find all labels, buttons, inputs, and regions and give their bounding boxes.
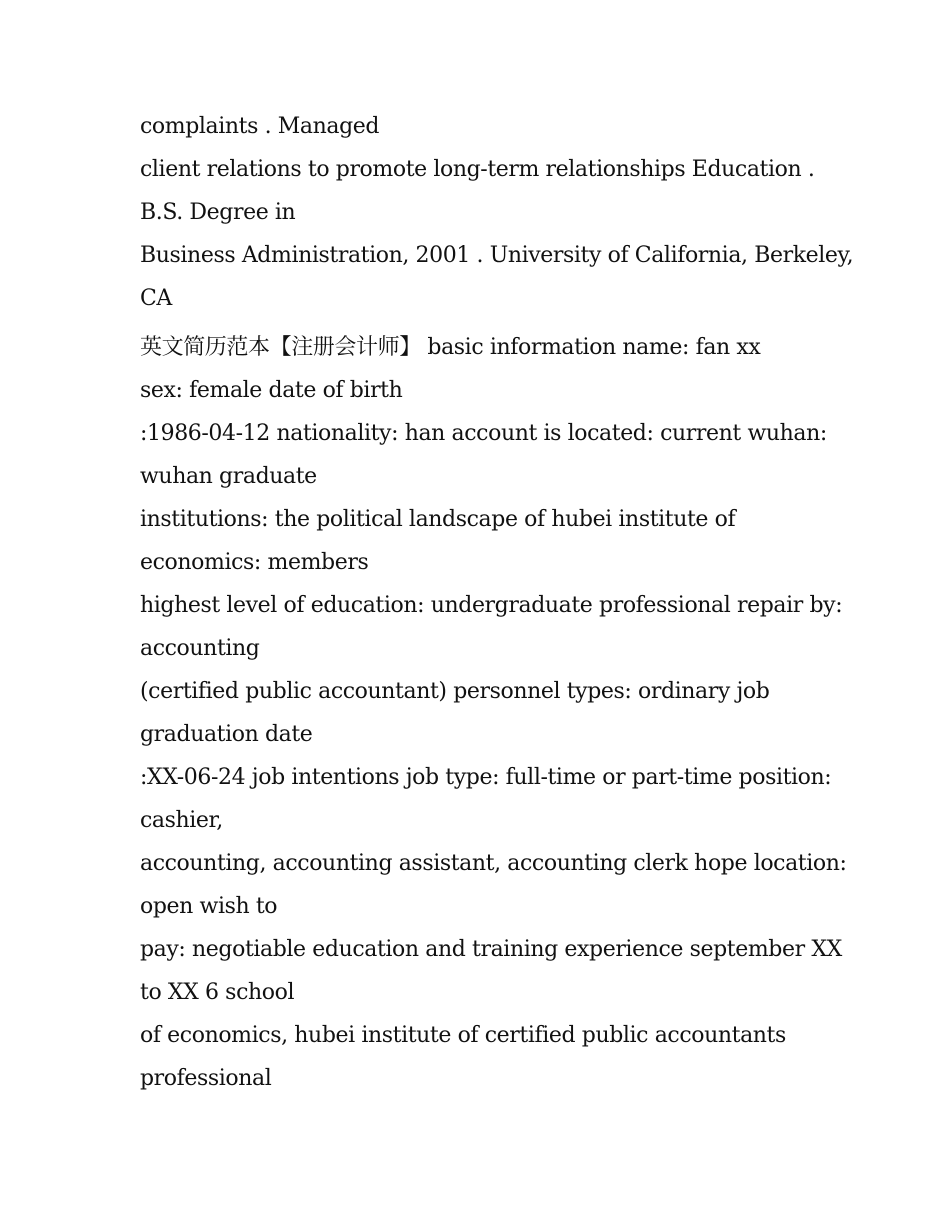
- text-line: :XX-06-24 job intentions job type: full-time or part-time position:: [140, 765, 832, 790]
- text-line: accounting: [140, 636, 260, 661]
- text-line: sex: female date of birth: [140, 378, 403, 403]
- text-line: to XX 6 school: [140, 980, 295, 1005]
- text-line: Business Administration, 2001 . University of California, Berkeley,: [140, 243, 854, 268]
- text-line: economics: members: [140, 550, 369, 575]
- text-line: institutions: the political landscape of hubei institute of: [140, 507, 736, 532]
- text-line: open wish to: [140, 894, 278, 919]
- text-line: graduation date: [140, 722, 313, 747]
- text-line: accounting, accounting assistant, accounting clerk hope location:: [140, 851, 847, 876]
- text-line: complaints . Managed: [140, 114, 380, 139]
- text-line: highest level of education: undergraduate professional repair by:: [140, 593, 843, 618]
- text-line: of economics, hubei institute of certified public accountants: [140, 1023, 786, 1048]
- document-body: [140, 105, 854, 1100]
- text-line: client relations to promote long-term relationships Education .: [140, 157, 815, 182]
- text-line: :1986-04-12 nationality: han account is located: current wuhan:: [140, 421, 827, 446]
- text-line: wuhan graduate: [140, 464, 317, 489]
- text-line: B.S. Degree in: [140, 200, 296, 225]
- text-line: cashier,: [140, 808, 223, 833]
- text-line: (certified public accountant) personnel types: ordinary job: [140, 679, 770, 704]
- section-heading-line: 英文简历范本【注册会计师】 basic information name: fan xx: [140, 335, 761, 360]
- text-line: pay: negotiable education and training experience september XX: [140, 937, 842, 962]
- text-line: professional: [140, 1066, 272, 1091]
- text-line: CA: [140, 286, 172, 311]
